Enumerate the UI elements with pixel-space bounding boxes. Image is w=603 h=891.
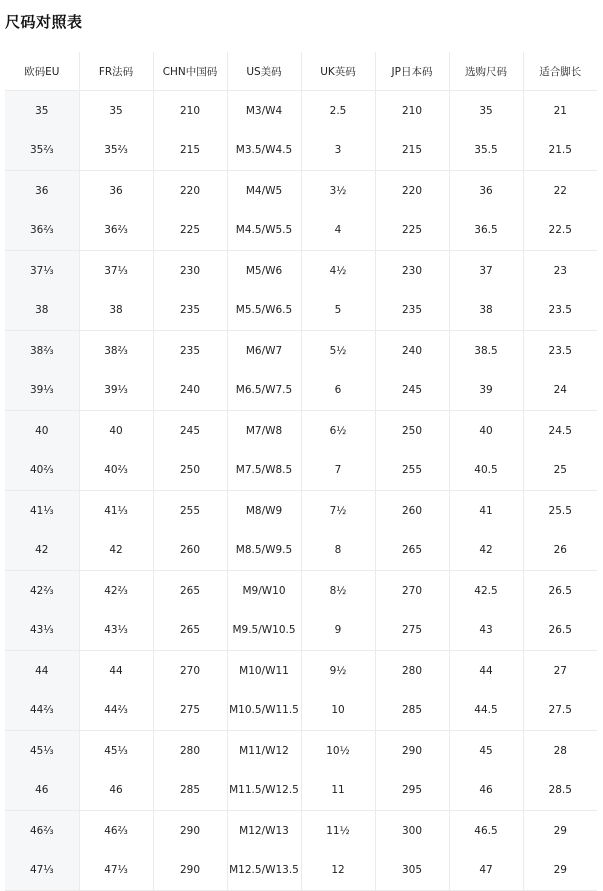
cell-eu-size: 36⅔ [5,211,79,251]
cell-us-size: M10.5/W11.5 [227,691,301,731]
cell-jp-size: 225 [375,211,449,251]
table-row [5,611,597,651]
cell-uk-size: 7 [301,451,375,491]
cell-us-size: M9/W10 [227,571,301,611]
cell-chn-size: 265 [153,611,227,651]
cell-jp-size: 210 [375,91,449,131]
cell-eu-size: 36 [5,171,79,211]
cell-fr-size: 46 [79,771,153,811]
cell-foot-length: 23.5 [548,344,572,357]
cell-us-size: M5.5/W6.5 [227,291,301,331]
cell-jp-size: 285 [375,691,449,731]
table-row [5,91,597,131]
cell-uk-size: 5½ [301,331,375,371]
cell-eu-size: 42⅔ [5,571,79,611]
header-chn-size: CHN中国码 [153,52,227,91]
cell-uk-size: 10½ [301,731,375,771]
table-row [5,771,597,811]
cell-eu-size: 39⅓ [5,371,79,411]
cell-us-size: M8.5/W9.5 [227,531,301,571]
cell-eu-size: 43⅓ [5,611,79,651]
cell-uk-size: 7½ [301,491,375,531]
cell-foot-length: 23.5 [523,291,597,331]
cell-fr-size: 47⅓ [79,851,153,891]
cell-foot-length: 28 [553,744,567,757]
cell-eu-size: 42 [5,531,79,571]
cell-foot-length: 23 [553,264,567,277]
cell-purchase-size: 36 [449,171,523,211]
cell-uk-size: 12 [301,851,375,891]
cell-purchase-size: 40 [449,411,523,451]
cell-uk-size: 4½ [301,251,375,291]
cell-chn-size: 250 [153,451,227,491]
cell-uk-size: 2.5 [301,91,375,131]
cell-jp-size: 245 [375,371,449,411]
cell-foot-length: 26.5 [548,584,572,597]
cell-foot-length: 27 [553,664,567,677]
cell-jp-size: 305 [375,851,449,891]
cell-chn-size: 280 [153,731,227,771]
cell-fr-size: 37⅓ [79,251,153,291]
cell-fr-size: 38⅔ [79,331,153,371]
cell-chn-size: 285 [153,771,227,811]
header-us-size: US美码 [227,52,301,91]
cell-foot-length: 26.5 [523,611,597,651]
cell-jp-size: 280 [375,651,449,691]
cell-purchase-size: 45 [449,731,523,771]
cell-fr-size: 41⅓ [79,491,153,531]
cell-foot-length: 28.5 [523,771,597,811]
table-row [5,531,597,571]
table-row [5,331,597,371]
cell-jp-size: 270 [375,571,449,611]
cell-fr-size: 35⅔ [79,131,153,171]
size-chart-table [5,52,597,891]
cell-chn-size: 225 [153,211,227,251]
cell-uk-size: 11 [301,771,375,811]
cell-us-size: M3.5/W4.5 [227,131,301,171]
cell-eu-size: 40⅔ [5,451,79,491]
cell-fr-size: 40 [79,411,153,451]
cell-jp-size: 230 [375,251,449,291]
cell-purchase-size: 38.5 [449,331,523,371]
cell-eu-size: 46 [5,771,79,811]
cell-us-size: M4.5/W5.5 [227,211,301,251]
header-eu-size: 欧码EU [5,52,79,91]
cell-uk-size: 8½ [301,571,375,611]
cell-us-size: M8/W9 [227,491,301,531]
cell-eu-size: 38 [5,291,79,331]
cell-fr-size: 36 [79,171,153,211]
cell-purchase-size: 38 [449,291,523,331]
cell-fr-size: 40⅔ [79,451,153,491]
cell-purchase-size: 44.5 [449,691,523,731]
cell-us-size: M3/W4 [227,91,301,131]
cell-jp-size: 250 [375,411,449,451]
table-row [5,251,597,291]
cell-us-size: M11.5/W12.5 [227,771,301,811]
cell-foot-length: 25 [523,451,597,491]
cell-jp-size: 220 [375,171,449,211]
cell-foot-length: 25.5 [548,504,572,517]
header-purchase-size: 选购尺码 [449,52,523,91]
cell-chn-size: 235 [153,331,227,371]
cell-purchase-size: 46.5 [449,811,523,851]
cell-purchase-size: 43 [449,611,523,651]
cell-chn-size: 230 [153,251,227,291]
table-row [5,571,597,611]
cell-eu-size: 44⅔ [5,691,79,731]
cell-uk-size: 6½ [301,411,375,451]
cell-fr-size: 35 [79,91,153,131]
cell-chn-size: 255 [153,491,227,531]
table-row [5,691,597,731]
table-row [5,131,597,171]
cell-uk-size: 8 [301,531,375,571]
cell-eu-size: 41⅓ [5,491,79,531]
cell-uk-size: 4 [301,211,375,251]
cell-purchase-size: 37 [449,251,523,291]
table-row [5,371,597,411]
cell-jp-size: 215 [375,131,449,171]
cell-foot-length: 22.5 [523,211,597,251]
cell-us-size: M6.5/W7.5 [227,371,301,411]
cell-eu-size: 35⅔ [5,131,79,171]
cell-uk-size: 9½ [301,651,375,691]
cell-eu-size: 38⅔ [5,331,79,371]
cell-chn-size: 220 [153,171,227,211]
cell-jp-size: 240 [375,331,449,371]
cell-chn-size: 270 [153,651,227,691]
cell-uk-size: 11½ [301,811,375,851]
cell-fr-size: 43⅓ [79,611,153,651]
cell-purchase-size: 47 [449,851,523,891]
cell-chn-size: 245 [153,411,227,451]
cell-uk-size: 5 [301,291,375,331]
cell-us-size: M10/W11 [227,651,301,691]
cell-uk-size: 3½ [301,171,375,211]
cell-uk-size: 10 [301,691,375,731]
cell-fr-size: 42⅔ [79,571,153,611]
cell-foot-length: 27.5 [523,691,597,731]
cell-purchase-size: 42.5 [449,571,523,611]
cell-eu-size: 45⅓ [5,731,79,771]
table-header-row [5,52,597,91]
cell-jp-size: 295 [375,771,449,811]
cell-jp-size: 300 [375,811,449,851]
cell-fr-size: 38 [79,291,153,331]
table-row [5,851,597,891]
table-row [5,651,597,691]
cell-foot-length: 29 [553,824,567,837]
cell-fr-size: 39⅓ [79,371,153,411]
size-chart-container [5,52,597,891]
header-jp-size: JP日本码 [375,52,449,91]
cell-purchase-size: 41 [449,491,523,531]
cell-chn-size: 260 [153,531,227,571]
table-row [5,491,597,531]
table-row [5,811,597,851]
cell-fr-size: 46⅔ [79,811,153,851]
cell-fr-size: 45⅓ [79,731,153,771]
cell-foot-length: 29 [523,851,597,891]
table-row [5,211,597,251]
table-row [5,171,597,211]
cell-us-size: M7/W8 [227,411,301,451]
cell-chn-size: 275 [153,691,227,731]
cell-eu-size: 46⅔ [5,811,79,851]
cell-chn-size: 265 [153,571,227,611]
table-row [5,411,597,451]
header-foot-length: 适合脚长 [523,52,597,91]
cell-chn-size: 210 [153,91,227,131]
cell-eu-size: 44 [5,651,79,691]
cell-fr-size: 44⅔ [79,691,153,731]
table-row [5,731,597,771]
cell-purchase-size: 46 [449,771,523,811]
cell-purchase-size: 40.5 [449,451,523,491]
table-row [5,291,597,331]
cell-us-size: M7.5/W8.5 [227,451,301,491]
cell-eu-size: 35 [5,91,79,131]
cell-eu-size: 40 [5,411,79,451]
cell-uk-size: 3 [301,131,375,171]
cell-fr-size: 44 [79,651,153,691]
cell-foot-length: 21.5 [523,131,597,171]
cell-fr-size: 36⅔ [79,211,153,251]
cell-foot-length: 24.5 [548,424,572,437]
cell-foot-length: 26 [523,531,597,571]
cell-jp-size: 235 [375,291,449,331]
table-body [5,91,597,891]
cell-jp-size: 265 [375,531,449,571]
cell-jp-size: 275 [375,611,449,651]
cell-uk-size: 9 [301,611,375,651]
cell-foot-length: 21 [553,104,567,117]
cell-purchase-size: 35.5 [449,131,523,171]
cell-purchase-size: 42 [449,531,523,571]
cell-uk-size: 6 [301,371,375,411]
cell-jp-size: 255 [375,451,449,491]
cell-chn-size: 290 [153,851,227,891]
cell-us-size: M12/W13 [227,811,301,851]
cell-chn-size: 290 [153,811,227,851]
cell-us-size: M12.5/W13.5 [227,851,301,891]
cell-us-size: M9.5/W10.5 [227,611,301,651]
cell-chn-size: 240 [153,371,227,411]
cell-us-size: M6/W7 [227,331,301,371]
header-uk-size: UK英码 [301,52,375,91]
cell-purchase-size: 44 [449,651,523,691]
cell-foot-length: 22 [553,184,567,197]
cell-foot-length: 24 [523,371,597,411]
cell-us-size: M11/W12 [227,731,301,771]
cell-purchase-size: 35 [449,91,523,131]
cell-fr-size: 42 [79,531,153,571]
cell-eu-size: 37⅓ [5,251,79,291]
cell-jp-size: 260 [375,491,449,531]
cell-chn-size: 235 [153,291,227,331]
cell-jp-size: 290 [375,731,449,771]
cell-us-size: M5/W6 [227,251,301,291]
cell-purchase-size: 36.5 [449,211,523,251]
cell-us-size: M4/W5 [227,171,301,211]
cell-purchase-size: 39 [449,371,523,411]
cell-eu-size: 47⅓ [5,851,79,891]
header-fr-size: FR法码 [79,52,153,91]
cell-chn-size: 215 [153,131,227,171]
page-title: 尺码对照表 [5,13,83,31]
table-row [5,451,597,491]
